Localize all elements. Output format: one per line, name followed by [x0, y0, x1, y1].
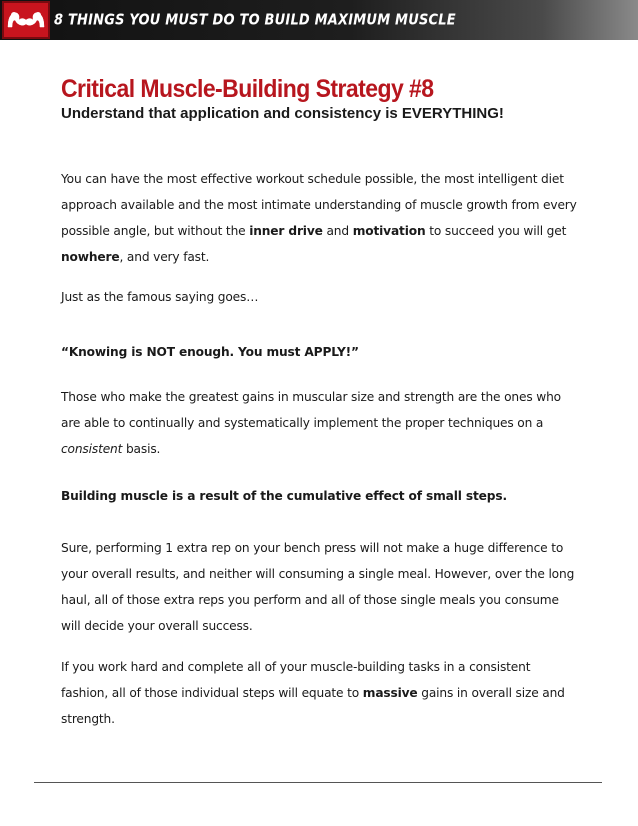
emphasis-nowhere: nowhere	[61, 250, 120, 264]
header-title: 8 THINGS YOU MUST DO TO BUILD MAXIMUM MUSCLE	[54, 11, 456, 29]
small-steps-text: Building muscle is a result of the cumulative effect of small steps.	[61, 489, 507, 503]
strategy-title: Critical Muscle-Building Strategy #8	[61, 75, 434, 103]
emphasis-inner-drive: inner drive	[249, 224, 323, 238]
paragraph-quote	[61, 339, 581, 365]
paragraph-small-steps	[61, 483, 581, 509]
paragraph-famous-saying: Just as the famous saying goes…	[61, 290, 259, 304]
paragraph-extra-rep: Sure, performing 1 extra rep on your bench press will not make a huge difference to your overall results, and neither will consuming a single meal. However, over the long haul, all of those extra reps you perform and all of those single meals you consume will decide your overall success.	[61, 541, 575, 633]
paragraph-work-hard: If you work hard and complete all of your muscle-building tasks in a consistent fashion, all of those individual steps will equate to massive gains in overall size and strength.	[61, 660, 565, 726]
strategy-subtitle: Understand that application and consistency is EVERYTHING!	[61, 105, 504, 122]
paragraph-inner-drive: You can have the most effective workout schedule possible, the most intelligent diet approach available and the most intimate understanding of muscle growth from every possible angle, but without the inner drive and motivation to succeed you will get nowhere, and very fast.	[61, 172, 577, 264]
flexing-arms-icon	[2, 1, 50, 39]
quote-text: “Knowing is NOT enough. You must APPLY!”	[61, 345, 359, 359]
page-content	[61, 74, 581, 726]
emphasis-massive: massive	[362, 686, 418, 700]
paragraph-greatest-gains: Those who make the greatest gains in muscular size and strength are the ones who are able to continually and systematically implement the proper techniques on a consistent basis.	[61, 390, 561, 456]
emphasis-consistent: consistent	[61, 442, 123, 456]
header-bar	[0, 0, 638, 40]
emphasis-motivation: motivation	[352, 224, 426, 238]
footer-divider	[34, 782, 602, 783]
